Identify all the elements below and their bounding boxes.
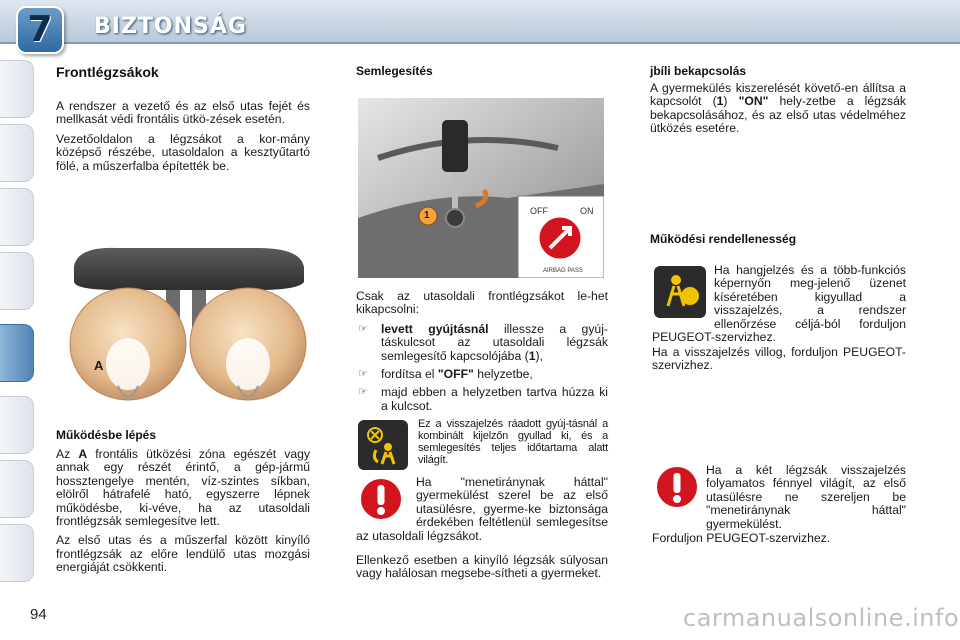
step-2-text: fordítsa el	[381, 367, 438, 382]
icon-spacer	[652, 264, 714, 320]
chapter-title: BIZTONSÁG	[94, 14, 247, 39]
watermark: carmanualsonline.info	[683, 604, 960, 632]
step-2-bold: "OFF"	[437, 367, 474, 382]
chapter-number: 7	[27, 9, 53, 50]
blink-note: Ha a visszajelzés villog, forduljon PEUGEOT-szervizhez.	[652, 345, 906, 373]
chapter-tab-6[interactable]	[0, 396, 34, 454]
deactivation-intro: Csak az utasoldali frontlégzsákot le-het kikapcsolni:	[356, 289, 608, 317]
chapter-tab-8[interactable]	[0, 524, 34, 582]
pointing-hand-icon: ☞	[358, 368, 368, 381]
pointing-hand-icon: ☞	[358, 386, 368, 399]
activation-text-pre: Az	[56, 447, 79, 461]
reactivation-on: "ON"	[738, 94, 769, 109]
column-activation	[56, 428, 310, 581]
pointing-hand-icon: ☞	[358, 322, 368, 335]
switch-on-label: ON	[580, 206, 594, 216]
chapter-tab-4[interactable]	[0, 252, 34, 310]
icon-spacer	[356, 476, 416, 528]
chapter-tab-3[interactable]	[0, 188, 34, 246]
activation-text-post: frontális ütközési zóna egészét vagy annak egy részét érintő, a gép-jármű hossztengelye mentén, víz-szintes síkban, elölről hátrafelé ható, egyszerre lépnek működésbe, ki-véve, ha az utasoldali frontlégzsák semlegesítve lett.	[56, 447, 310, 529]
chapter-tab-7[interactable]	[0, 460, 34, 518]
airbag-switch-illustration	[358, 98, 604, 278]
step-1	[356, 323, 608, 363]
child-seat-warning-text: Ha "menetiránynak háttal" gyermekülést szerel be az első utasülésre, gyerme-ke biztonsága érdekében feltétlenül semlegesítse az utasoldali légzsákot.	[356, 475, 608, 543]
step-3	[356, 386, 608, 413]
step-3-text: majd ebben a helyzetben tartva húzza ki a kulcsot.	[381, 385, 608, 413]
service-note: Forduljon PEUGEOT-szervizhez.	[652, 531, 831, 545]
section-heading-malfunction: Működési rendellenesség	[650, 232, 797, 246]
page-header	[0, 0, 960, 58]
reactivation-paragraph	[650, 82, 906, 136]
airbag-off-warning-light-icon	[358, 420, 408, 470]
section-heading-reactivation: jbíli bekapcsolás	[650, 64, 747, 78]
page-number: 94	[30, 606, 47, 623]
deactivation-steps-list	[356, 323, 608, 413]
section-heading-deactivation: Semlegesítés	[356, 64, 433, 78]
step-1-bold: levett gyújtásnál	[381, 321, 489, 336]
figure-label-a: A	[94, 358, 104, 373]
step-1-text: illessze a gyúj-táskulcsot az utasoldali légzsák semlegesítő kapcsolójába (	[381, 321, 608, 363]
danger-exclamation-icon	[654, 464, 700, 510]
section-heading-activation: Működésbe lépés	[56, 428, 157, 442]
both-airbags-note: Ha a két légzsák visszajelzés folyamatos fénnyel világít, az első utasülésre ne szereljen be "menetiránynak háttal" gyermekülést.	[706, 463, 906, 531]
malfunction-text: Ha hangjelzés és a több-funkciós képernyőn meg-jelenő üzenet kíséretében kigyullad a visszajelzés, a rendszer ellenőrzése céljá-ból forduljon PEUGEOT-szervizhez.	[652, 263, 906, 345]
frontal-airbags-paragraph-2: Vezetőoldalon a légzsákot a kor-mány középső részébe, utasoldalon a kesztyűtartó fölé, a műszerfalba építették be.	[56, 131, 310, 173]
section-heading-frontal-airbags: Frontlégzsákok	[56, 64, 159, 80]
deactivation-steps	[356, 290, 608, 418]
chapter-tab-active[interactable]	[0, 324, 34, 382]
activation-zone-label: A	[78, 447, 88, 461]
column-deactivation	[356, 60, 608, 78]
switch-caption: AIRBAG PASS	[543, 268, 583, 274]
step-1-text-end: ),	[535, 348, 543, 363]
malfunction-warning	[652, 264, 906, 344]
chapter-tab-2[interactable]	[0, 124, 34, 182]
switch-off-label: OFF	[530, 206, 548, 216]
warning-light-note: Ez a visszajelzés ráadott gyúj-tásnál a kombinált kijelzőn gyullad ki, és a semlegesítés teljes időtartama alatt világít.	[418, 418, 608, 466]
reactivation-text-mid: )	[723, 94, 739, 109]
column-malfunction	[650, 232, 906, 246]
step-2-text-end: helyzetbe,	[473, 367, 533, 382]
step-1-ref: 1	[528, 348, 536, 363]
injury-warning: Ellenkező esetben a kinyíló légzsák súlyosan vagy halálosan megsebe-sítheti a gyermeket.	[356, 553, 608, 581]
key-marker-1: 1	[424, 210, 430, 221]
reactivation-ref: 1	[716, 94, 724, 109]
reactivation-text-pre: A gyermekülés kiszerelését követő-en állítsa a kapcsolót (	[650, 81, 906, 109]
column-reactivation	[650, 60, 906, 142]
frontal-airbags-paragraph-1: A rendszer a vezető és az első utas fejét és mellkasát védi frontális ütkö-zések esetén.	[56, 99, 310, 127]
column-frontal-airbags	[56, 60, 310, 179]
chapter-tab-1[interactable]	[0, 60, 34, 118]
step-2	[356, 368, 608, 381]
chapter-side-tabs	[0, 60, 40, 580]
airbag-deployment-illustration	[58, 236, 316, 414]
activation-paragraph-1	[56, 448, 310, 528]
child-seat-warning	[356, 476, 608, 543]
chapter-badge	[16, 6, 64, 54]
activation-paragraph-2: Az első utas és a műszerfal között kinyíló frontlégzsák az előre lendülő utas mozgási energiáját csökkenti.	[56, 533, 310, 575]
reactivation-text-post: hely-zetbe a légzsák bekapcsolásához, és az első utas védelméhez ütközés esetére.	[650, 94, 907, 136]
